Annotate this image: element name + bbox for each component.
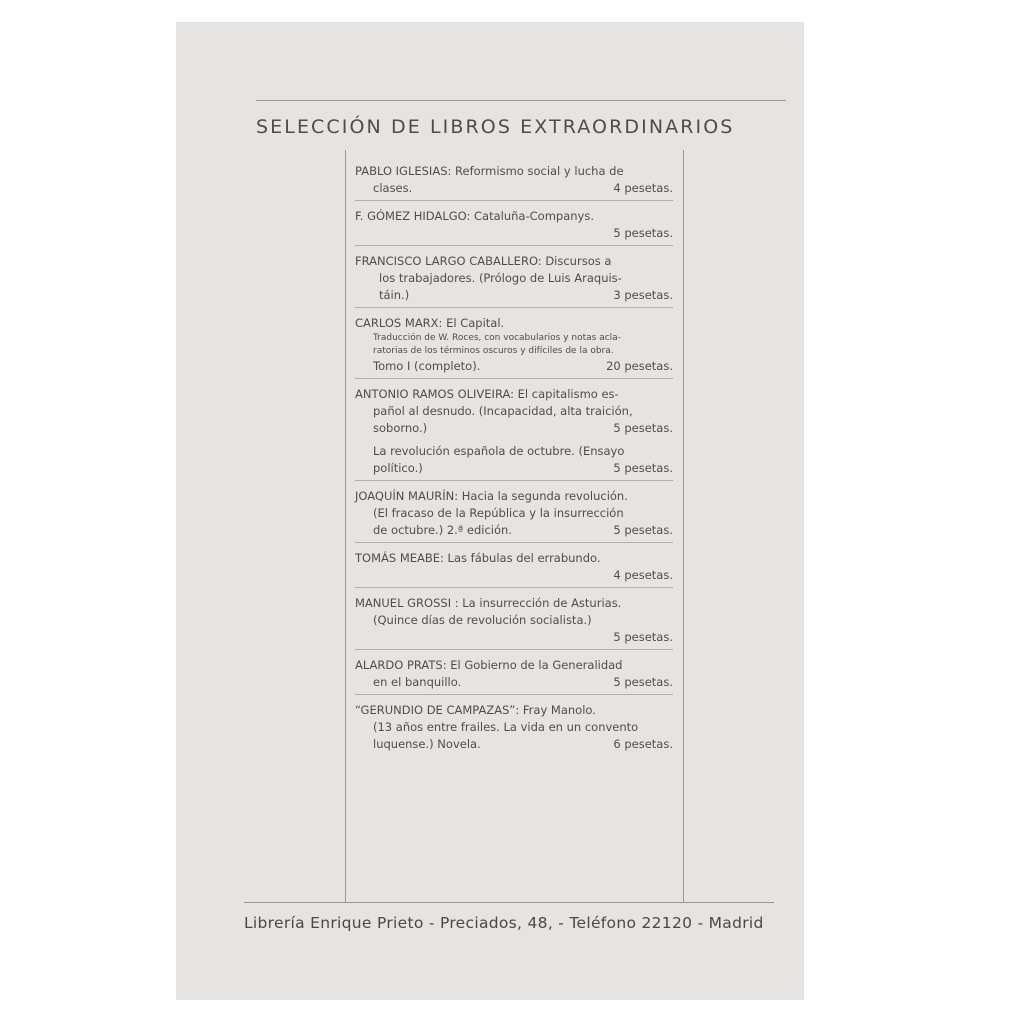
- list-item: [355, 595, 673, 650]
- entry-line: (Quince días de revolución socialista.): [373, 613, 592, 627]
- entry-price: 5 pesetas.: [613, 523, 673, 537]
- list-item: [355, 550, 673, 588]
- entry-line: FRANCISCO LARGO CABALLERO: Discursos a: [355, 254, 612, 268]
- entry-price-line: [355, 420, 673, 437]
- entry-price-line: [355, 736, 673, 753]
- entry-line: ALARDO PRATS: El Gobierno de la Generalidad: [355, 658, 623, 672]
- entry-price-line: [355, 180, 673, 197]
- entry-price-line: [355, 460, 673, 477]
- page-title: SELECCIÓN DE LIBROS EXTRAORDINARIOS: [256, 116, 735, 138]
- catalog-list: [355, 163, 673, 763]
- entry-line: táin.): [379, 288, 410, 302]
- entry-price: 4 pesetas.: [613, 568, 673, 582]
- list-item: [355, 208, 673, 246]
- list-item: [355, 702, 673, 756]
- entry-price: 4 pesetas.: [613, 181, 673, 195]
- entry-price-line: [355, 522, 673, 539]
- entry-line: F. GÓMEZ HIDALGO: Cataluña-Companys.: [355, 209, 594, 223]
- entry-price: 5 pesetas.: [613, 675, 673, 689]
- entry-price: 6 pesetas.: [613, 737, 673, 751]
- entry-line: PABLO IGLESIAS: Reformismo social y lucha de: [355, 164, 624, 178]
- entry-line: Tomo I (completo).: [373, 359, 481, 373]
- entry-line: pañol al desnudo. (Incapacidad, alta traición,: [373, 404, 633, 418]
- entry-line: TOMÁS MEABE: Las fábulas del errabundo.: [355, 551, 601, 565]
- publisher-footer: Librería Enrique Prieto - Preciados, 48, - Teléfono 22120 - Madrid: [244, 914, 764, 932]
- entry-price: 5 pesetas.: [613, 421, 673, 435]
- entry-price-line: [355, 358, 673, 375]
- entry-line: CARLOS MARX: El Capital.: [355, 316, 505, 330]
- entry-line: en el banquillo.: [373, 675, 462, 689]
- entry-note: ratorias de los términos oscuros y difíciles de la obra.: [373, 346, 614, 356]
- entry-price: 5 pesetas.: [613, 630, 673, 644]
- entry-line: de octubre.) 2.ª edición.: [373, 523, 512, 537]
- entry-price-line: [355, 287, 673, 304]
- entry-line: clases.: [373, 181, 413, 195]
- list-item: [355, 488, 673, 543]
- entry-line: (El fracaso de la República y la insurrección: [373, 506, 624, 520]
- entry-line: político.): [373, 461, 423, 475]
- entry-price: 20 pesetas.: [606, 359, 673, 373]
- entry-line: JOAQUÍN MAURÍN: Hacia la segunda revolución.: [355, 489, 628, 503]
- entry-price: 5 pesetas.: [613, 461, 673, 475]
- entry-line: ANTONIO RAMOS OLIVEIRA: El capitalismo es-: [355, 387, 619, 401]
- list-item: [355, 253, 673, 308]
- entry-line: luquense.) Novela.: [373, 737, 481, 751]
- entry-line: (13 años entre frailes. La vida en un convento: [373, 720, 639, 734]
- entry-line: soborno.): [373, 421, 428, 435]
- entry-line: “GERUNDIO DE CAMPAZAS”: Fray Manolo.: [355, 703, 596, 717]
- entry-price: 3 pesetas.: [613, 288, 673, 302]
- list-item: [355, 163, 673, 201]
- entry-line: MANUEL GROSSI : La insurrección de Asturias.: [355, 596, 622, 610]
- entry-price-line: [355, 674, 673, 691]
- list-item: [355, 386, 673, 481]
- list-item: [355, 657, 673, 695]
- entry-price: 5 pesetas.: [613, 226, 673, 240]
- entry-line: los trabajadores. (Prólogo de Luis Araquis-: [379, 271, 622, 285]
- list-item: [355, 315, 673, 379]
- bottom-rule: [244, 902, 774, 903]
- entry-line: La revolución española de octubre. (Ensayo: [373, 444, 625, 458]
- top-rule: [256, 100, 786, 101]
- entry-note: Traducción de W. Roces, con vocabularios y notas acla-: [373, 333, 621, 343]
